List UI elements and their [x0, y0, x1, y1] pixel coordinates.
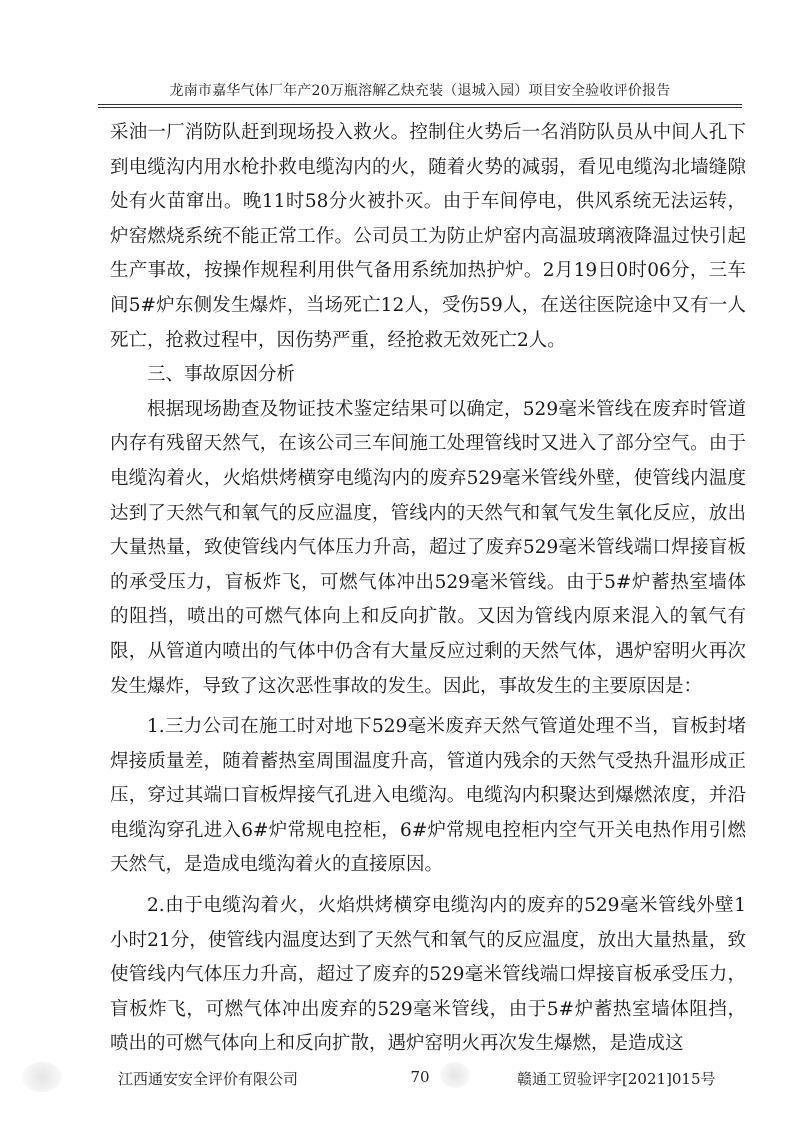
list-item-cause-2: 2.由于电缆沟着火，火焰烘烤横穿电缆沟内的废弃的529毫米管线外壁1小时21分，使管线内温度达到了天然气和氧气的反应温度，放出大量热量，致使管线内气体压力升高，超过了废弃的529毫米管线端口焊接盲板承受压力，盲板炸飞，可燃气体冲出废弃的529毫米管线，由于5#炉蓄热室墙体阻挡，喷出的可燃气体向上和反向扩散，遇炉窑明火再次发生爆燃，是造成这: [110, 895, 746, 1055]
footer-doc-number: 赣通工贸验评字[2021]015号: [517, 1070, 716, 1088]
list-item-cause-1: 1.三力公司在施工时对地下529毫米废弃天然气管道处理不当，盲板封堵焊接质量差，随着蓄热室周围温度升高，管道内残余的天然气受热升温形成正压，穿过其端口盲板焊接气孔进入电缆沟。电缆沟内积聚达到爆燃浓度，并沿电缆沟穿孔进入6#炉常规电控柜，6#炉常规电控柜内空气开关电热作用引燃天然气，是造成电缆沟着火的直接原因。: [110, 716, 746, 876]
header-rule-thick: [98, 104, 742, 105]
section-heading-accident-cause: 三、事故原因分析: [147, 364, 296, 386]
paragraph-analysis: 根据现场勘查及物证技术鉴定结果可以确定，529毫米管线在废弃时管道内存有残留天然气，在该公司三车间施工处理管线时又进入了部分空气。由于电缆沟着火，火焰烘烤横穿电缆沟内的废弃529毫米管线外壁，使管线内温度达到了天然气和氧气的反应温度，管线内的天然气和氧气发生氧化反应，放出大量热量，致使管线内气体压力升高，超过了废弃529毫米管线端口焊接盲板的承受压力，盲板炸飞，可燃气体冲出529毫米管线。由于5#炉蓄热室墙体的阻挡，喷出的可燃气体向上和反向扩散。又因为管线内原来混入的氧气有限，从管道内喷出的气体中仍含有大量反应过剩的天然气体，遇炉窑明火再次发生爆炸，导致了这次恶性事故的发生。因此，事故发生的主要原因是：: [110, 398, 746, 697]
header-rule-thin: [98, 107, 742, 108]
scan-smudge-left: [22, 1062, 62, 1092]
page-header-title: 龙南市嘉华气体厂年产20万瓶溶解乙炔充装（退城入园）项目安全验收评价报告: [169, 83, 671, 99]
footer-page-number: 70: [410, 1068, 430, 1086]
footer-company: 江西通安安全评价有限公司: [118, 1070, 299, 1088]
paragraph-continuation: 采油一厂消防队赶到现场投入救火。控制住火势后一名消防队员从中间人孔下到电缆沟内用水枪扑救电缆沟内的火，随着火势的减弱，看见电缆沟北墙缝隙处有火苗窜出。晚11时58分火被扑灭。由于车间停电，供风系统无法运转，炉窑燃烧系统不能正常工作。公司员工为防止炉窑内高温玻璃液降温过快引起生产事故，按操作规程利用供气备用系统加热护炉。2月19日0时06分，三车间5#炉东侧发生爆炸，当场死亡12人，受伤59人，在送往医院途中又有一人死亡，抢救过程中，因伤势严重，经抢救无效死亡2人。: [110, 122, 746, 351]
scan-smudge-center: [440, 1062, 470, 1088]
document-body: [110, 116, 746, 1062]
